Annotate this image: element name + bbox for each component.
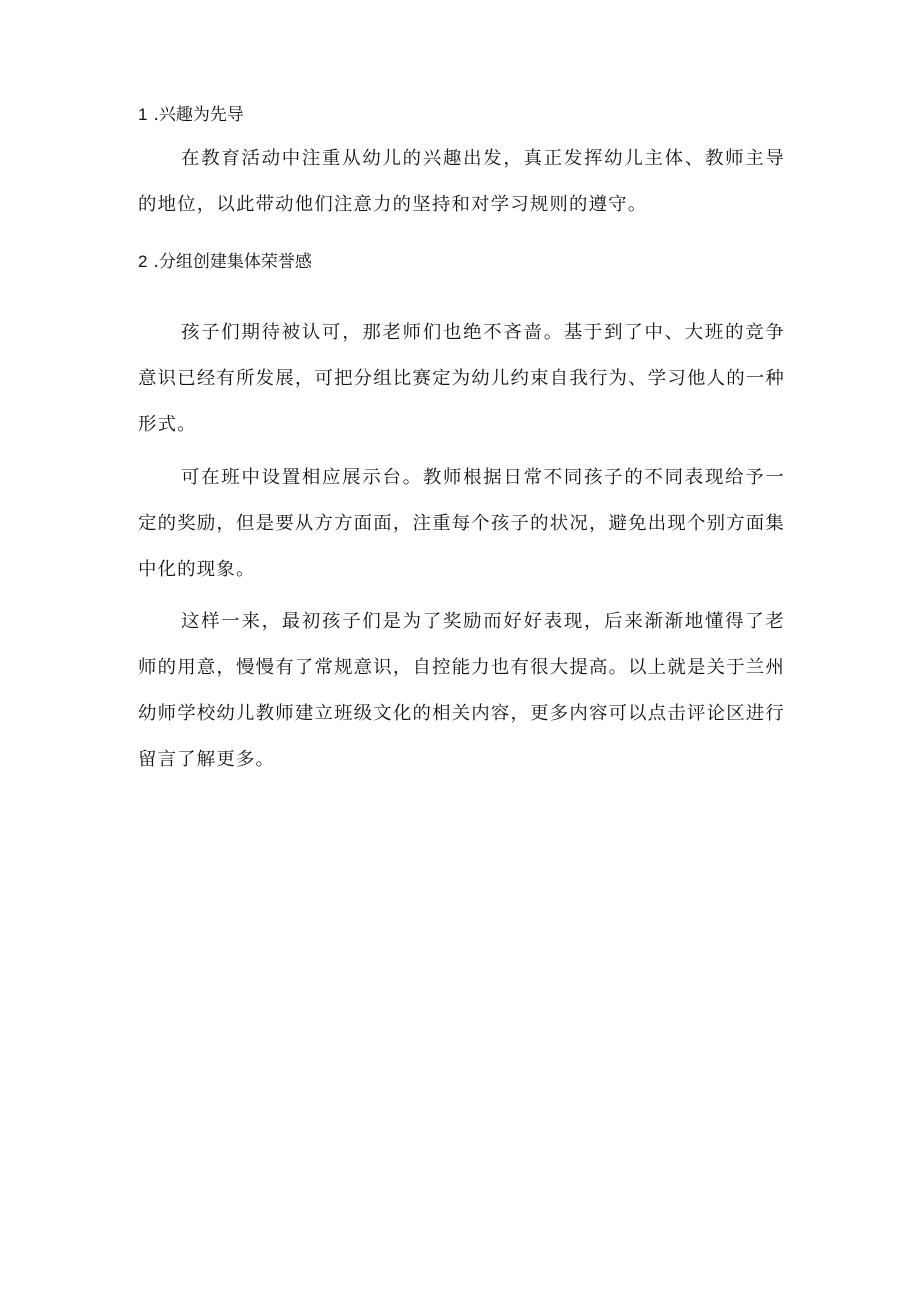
section-heading-1 — [138, 103, 244, 127]
paragraph: 孩子们期待被认可，那老师们也绝不吝啬。基于到了中、大班的竞争意识已经有所发展，可把分组比赛定为幼儿约束自我行为、学习他人的一种形式。 — [138, 322, 785, 435]
section-title: .分组创建集体荣誉感 — [153, 252, 312, 272]
paragraph: 在教育活动中注重从幼儿的兴趣出发，真正发挥幼儿主体、教师主导的地位，以此带动他们注意力的坚持和对学习规则的遵守。 — [138, 148, 785, 215]
section-number: 2 — [138, 252, 148, 271]
section-number: 1 — [138, 105, 148, 124]
section-title: .兴趣为先导 — [153, 105, 244, 125]
section-heading-2 — [138, 250, 312, 274]
paragraph: 可在班中设置相应展示台。教师根据日常不同孩子的不同表现给予一定的奖励，但是要从方方面面，注重每个孩子的状况，避免出现个别方面集中化的现象。 — [138, 467, 785, 580]
paragraph: 这样一来，最初孩子们是为了奖励而好好表现，后来渐渐地懂得了老师的用意，慢慢有了常规意识，自控能力也有很大提高。以上就是关于兰州幼师学校幼儿教师建立班级文化的相关内容，更多内容可以点击评论区进行留言了解更多。 — [138, 611, 785, 770]
